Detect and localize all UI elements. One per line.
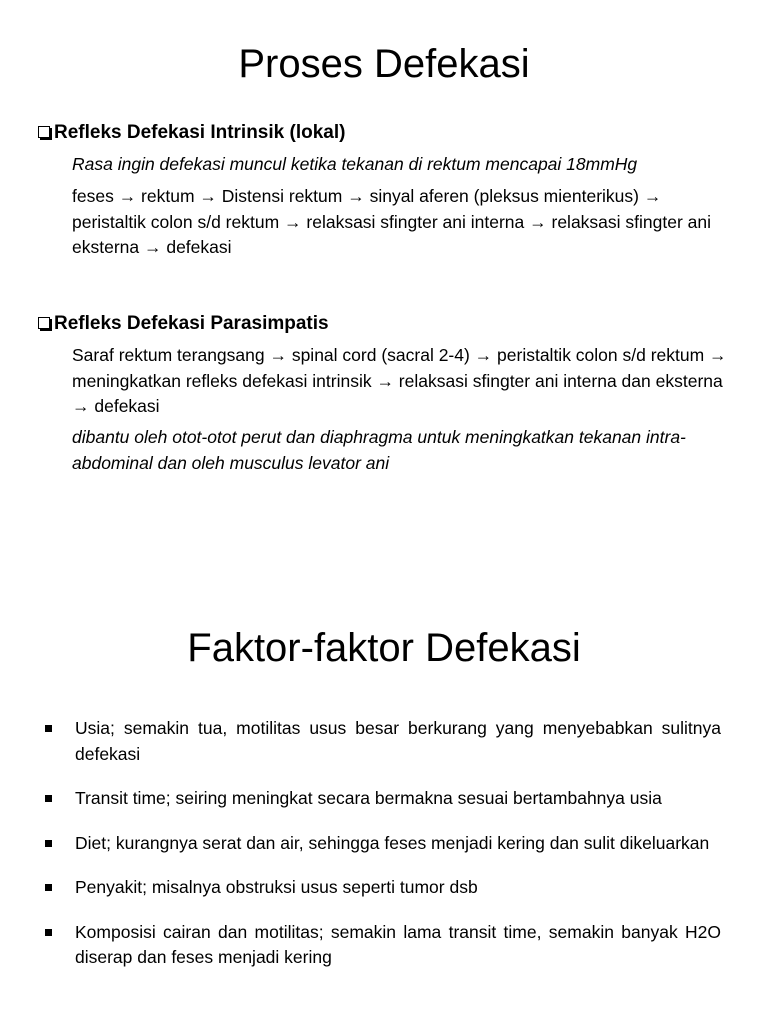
square-bullet-icon (45, 840, 52, 847)
list-item-text: Transit time; seiring meningkat secara bermakna sesuai bertambahnya usia (75, 788, 662, 808)
list-item (40, 875, 721, 901)
square-bullet-icon (45, 884, 52, 891)
square-bullet-icon (45, 929, 52, 936)
list-item (40, 831, 721, 857)
list-item-text: Usia; semakin tua, motilitas usus besar berkurang yang menyebabkan sulitnya defekasi (75, 718, 721, 764)
parasimpatis-note: dibantu oleh otot-otot perut dan diaphragma untuk meningkatkan tekanan intra-abdominal dan oleh musculus levator ani (72, 427, 686, 473)
square-bullet-icon (45, 795, 52, 802)
section-heading-intrinsik (38, 120, 345, 146)
intrinsik-flow: feses → rektum → Distensi rektum → sinyal aferen (pleksus mienterikus) → peristaltik colon s/d rektum → relaksasi sfingter ani interna → relaksasi sfingter ani eksterna → defekasi (72, 186, 712, 257)
factor-list (40, 716, 730, 990)
slide-faktor-defekasi (0, 512, 768, 1024)
list-item-text: Diet; kurangnya serat dan air, sehingga feses menjadi kering dan sulit dikeluarkan (75, 832, 710, 853)
section-heading-label: Refleks Defekasi Intrinsik (lokal) (54, 122, 346, 143)
list-item (40, 920, 721, 971)
list-item (40, 716, 721, 767)
slide-title: Faktor-faktor Defekasi (187, 626, 581, 670)
checkbox-icon (38, 126, 50, 138)
list-item-text: Komposisi cairan dan motilitas; semakin lama transit time, semakin banyak H2O diserap dan feses menjadi kering (75, 921, 721, 967)
section-heading-parasimpatis (38, 311, 329, 337)
slide-title: Proses Defekasi (238, 42, 530, 86)
section-heading-label: Refleks Defekasi Parasimpatis (54, 313, 329, 334)
parasimpatis-flow: Saraf rektum terangsang → spinal cord (sacral 2-4) → peristaltik colon s/d rektum → meningkatkan refleks defekasi intrinsik → relaksasi sfingter ani interna dan eksterna → defekasi (72, 345, 727, 416)
checkbox-icon (38, 317, 50, 329)
intrinsik-note: Rasa ingin defekasi muncul ketika tekanan di rektum mencapai 18mmHg (72, 154, 638, 174)
list-item-text: Penyakit; misalnya obstruksi usus seperti tumor dsb (75, 877, 478, 897)
list-item (40, 786, 721, 812)
square-bullet-icon (45, 725, 52, 732)
